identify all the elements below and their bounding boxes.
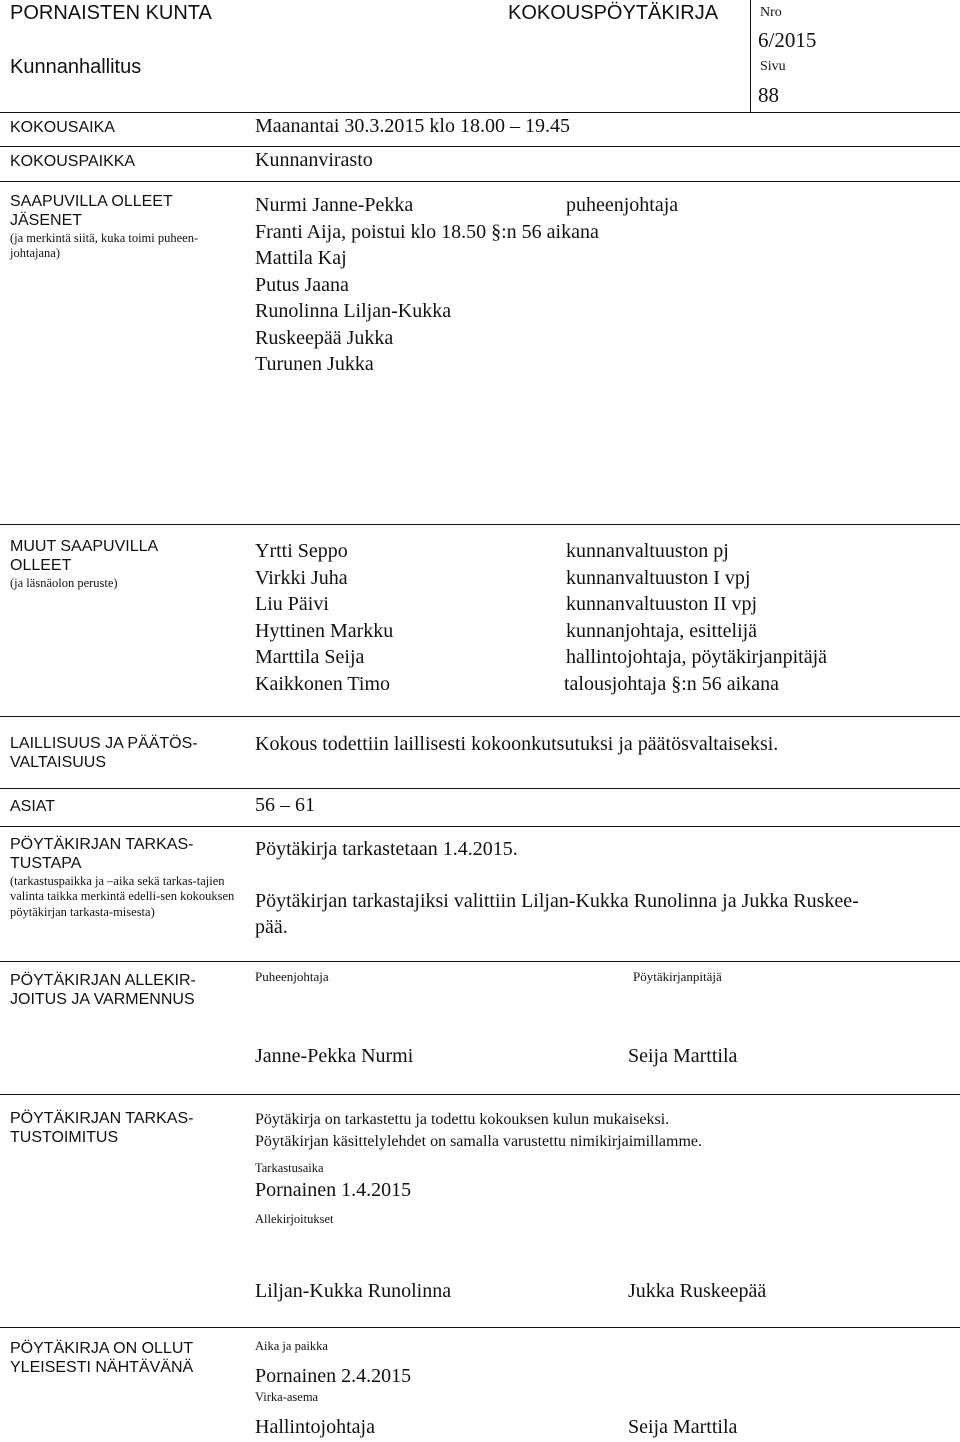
divider: [0, 146, 960, 147]
review-text-2: Pöytäkirjan käsittelylehdet on samalla varustettu nimikirjaimillamme.: [255, 1133, 703, 1150]
public-signer-name: Seija Marttila: [628, 1416, 738, 1438]
chair-name: Janne-Pekka Nurmi: [255, 1045, 414, 1067]
review-method-label-line2: TUSTAPA: [10, 854, 82, 872]
chair-caption: Puheenjohtaja: [255, 969, 329, 984]
review-method-label: [10, 836, 248, 921]
member-name: Turunen Jukka: [255, 353, 374, 375]
secretary-caption: Pöytäkirjanpitäjä: [633, 969, 722, 984]
attendee-role: kunnanvaltuuston I vpj: [566, 566, 751, 589]
review-method-sublabel: (tarkastuspaikka ja –aika sekä tarkas-tajien valinta taikka merkintä edelli-sen kokouksen pöytäkirjan tarkasta-misesta): [10, 873, 235, 919]
member-name: Ruskeepää Jukka: [255, 326, 394, 349]
members-label-text: SAAPUVILLA OLLEET JÄSENET: [10, 193, 173, 229]
attendee-name: Hyttinen Markku: [255, 619, 394, 642]
public-office-value: Hallintojohtaja: [255, 1416, 375, 1438]
divider: [0, 181, 960, 182]
review-method-label-line1: PÖYTÄKIRJAN TARKAS-: [10, 836, 194, 853]
reviewers-line1: Pöytäkirjan tarkastajiksi valittiin Liljan-Kukka Runolinna ja Jukka Ruskee-: [255, 890, 859, 912]
meeting-place-label: KOKOUSPAIKKA: [10, 153, 136, 170]
member-role: puheenjohtaja: [566, 194, 679, 216]
public-office-caption: Virka-asema: [255, 1390, 319, 1404]
member-name: Franti Aija, poistui klo 18.50 §:n 56 aikana: [255, 220, 599, 243]
governing-body: Kunnanhallitus: [10, 56, 142, 78]
public-place-caption: Aika ja paikka: [255, 1339, 328, 1353]
others-label-text: MUUT SAAPUVILLA OLLEET: [10, 538, 158, 574]
signature-label: [10, 972, 196, 1010]
meeting-place-value: Kunnanvirasto: [255, 149, 373, 171]
member-name: Putus Jaana: [255, 273, 349, 296]
reviewer-2-name: Jukka Ruskeepää: [628, 1280, 767, 1302]
divider: [0, 716, 960, 717]
legality-label: [10, 735, 198, 773]
municipality-name: PORNAISTEN KUNTA: [10, 2, 212, 24]
divider: [0, 826, 960, 827]
header-divider: [750, 0, 751, 113]
secretary-name: Seija Marttila: [628, 1045, 738, 1067]
divider: [0, 112, 960, 113]
matters-value: 56 – 61: [255, 794, 315, 816]
attendee-role: kunnanjohtaja, esittelijä: [566, 619, 758, 642]
review-text-1: Pöytäkirja on tarkastettu ja todettu kokouksen kulun mukaiseksi.: [255, 1111, 670, 1128]
attendee-name: Kaikkonen Timo: [255, 672, 391, 695]
public-label-line1: PÖYTÄKIRJA ON OLLUT: [10, 1340, 194, 1357]
nro-value: 6/2015: [758, 28, 817, 52]
attendee-name: Marttila Seija: [255, 646, 365, 668]
reviewers-line2: pää.: [255, 916, 288, 938]
review-date: Pöytäkirja tarkastetaan 1.4.2015.: [255, 838, 518, 860]
divider: [0, 1327, 960, 1328]
attendee-role: hallintojohtaja, pöytäkirjanpitäjä: [566, 646, 828, 668]
sivu-label: Sivu: [760, 59, 786, 74]
attendee-name: Virkki Juha: [255, 566, 348, 589]
meeting-time-value: Maanantai 30.3.2015 klo 18.00 – 19.45: [255, 115, 570, 137]
divider: [0, 788, 960, 789]
public-place-value: Pornainen 2.4.2015: [255, 1365, 412, 1387]
nro-label: Nro: [760, 5, 782, 20]
reviewer-1-name: Liljan-Kukka Runolinna: [255, 1280, 452, 1302]
divider: [0, 1094, 960, 1095]
divider: [0, 524, 960, 525]
member-name: Mattila Kaj: [255, 247, 347, 269]
public-label-line2: YLEISESTI NÄHTÄVÄNÄ: [10, 1358, 194, 1376]
attendee-role: kunnanvaltuuston II vpj: [566, 593, 758, 615]
member-name: Runolinna Liljan-Kukka: [255, 300, 452, 322]
members-sublabel: (ja merkintä siitä, kuka toimi puheen-johtajana): [10, 230, 199, 261]
attendee-name: Liu Päivi: [255, 593, 329, 615]
review-time-caption: Tarkastusaika: [255, 1161, 324, 1175]
legality-label-line2: VALTAISUUS: [10, 753, 107, 771]
meeting-time-label: KOKOUSAIKA: [10, 119, 115, 136]
divider: [0, 961, 960, 962]
sivu-value: 88: [758, 83, 779, 107]
members-label: [10, 193, 240, 262]
matters-label: ASIAT: [10, 798, 56, 815]
document-type: KOKOUSPÖYTÄKIRJA: [508, 2, 719, 24]
review-label-line2: TUSTOIMITUS: [10, 1128, 119, 1146]
review-label-line1: PÖYTÄKIRJAN TARKAS-: [10, 1110, 194, 1127]
review-time-value: Pornainen 1.4.2015: [255, 1179, 412, 1201]
attendee-role: kunnanvaltuuston pj: [566, 540, 729, 562]
attendee-role: talousjohtaja §:n 56 aikana: [564, 672, 779, 695]
signature-label-line2: JOITUS JA VARMENNUS: [10, 990, 195, 1008]
public-label: [10, 1340, 193, 1378]
others-sublabel: (ja läsnäolon peruste): [10, 575, 118, 590]
review-label: [10, 1110, 193, 1148]
legality-value: Kokous todettiin laillisesti kokoonkutsutuksi ja päätösvaltaiseksi.: [255, 733, 779, 755]
review-signatures-caption: Allekirjoitukset: [255, 1212, 334, 1226]
legality-label-line1: LAILLISUUS JA PÄÄTÖS-: [10, 735, 198, 752]
others-label: [10, 538, 210, 591]
signature-label-line1: PÖYTÄKIRJAN ALLEKIR-: [10, 972, 196, 989]
attendee-name: Yrtti Seppo: [255, 540, 348, 562]
member-name: Nurmi Janne-Pekka: [255, 194, 414, 216]
